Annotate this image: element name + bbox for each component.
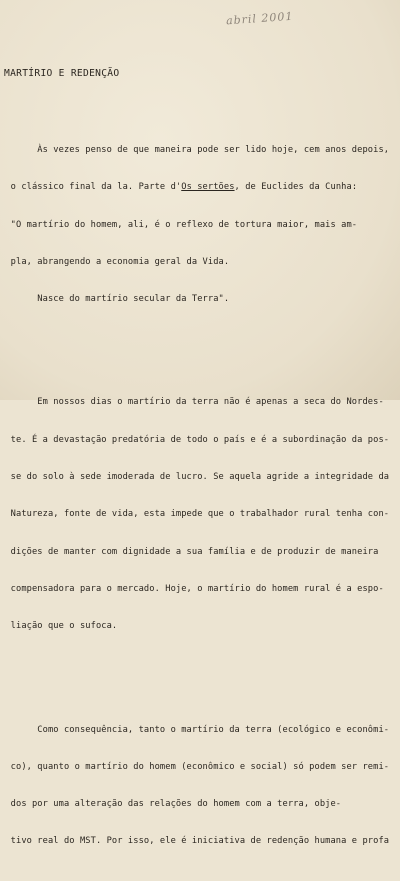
text-line: te. É a devastação predatória de todo o país e é a subordinação da pos- xyxy=(0,434,390,445)
paragraph-3 xyxy=(0,702,400,871)
text-line: Nasce do martírio secular da Terra". xyxy=(0,294,230,305)
text-line: Em nossos dias o martírio da terra não é apenas a seca do Nordes- xyxy=(0,397,384,408)
text-line: tivo real do MST. Por isso, ele é iniciativa de redenção humana e profa xyxy=(0,836,390,847)
text-line: "O martírio do homem, ali, é o reflexo de tortura maior, mais am- xyxy=(0,219,358,230)
text-line: se do solo à sede imoderada de lucro. Se aquela agride a integridade da xyxy=(0,472,390,483)
paragraph-1 xyxy=(0,122,400,328)
text-line: co), quanto o martírio do homem (econômico e social) só podem ser remi- xyxy=(0,761,390,772)
paragraph-2 xyxy=(0,374,400,655)
text-segment: , de Euclides da Cunha: xyxy=(234,182,358,193)
document-body xyxy=(0,102,400,881)
text-line xyxy=(0,179,400,196)
text-line: dos por uma alteração das relações do homem com a terra, obje- xyxy=(0,799,342,810)
text-line: compensadora para o mercado. Hoje, o martírio do homem rural é a espo- xyxy=(0,583,384,594)
text-line: pla, abrangendo a economia geral da Vida. xyxy=(0,256,230,267)
handwritten-date-note: abril 2001 xyxy=(225,9,294,28)
text-segment: o clássico final da la. Parte d' xyxy=(0,182,182,193)
book-title-underlined: Os sertões xyxy=(181,182,235,193)
text-line: dições de manter com dignidade a sua família e de produzir de maneira xyxy=(0,546,379,557)
text-line: liação que o sufoca. xyxy=(0,621,118,632)
text-line: Como consequência, tanto o martírio da terra (ecológico e econômi- xyxy=(0,724,390,735)
document-title: MARTÍRIO E REDENÇÃO xyxy=(4,68,120,79)
text-line: Às vezes penso de que maneira pode ser lido hoje, cem anos depois, xyxy=(0,145,390,155)
text-line: Natureza, fonte de vida, esta impede que o trabalhador rural tenha con- xyxy=(0,509,390,520)
